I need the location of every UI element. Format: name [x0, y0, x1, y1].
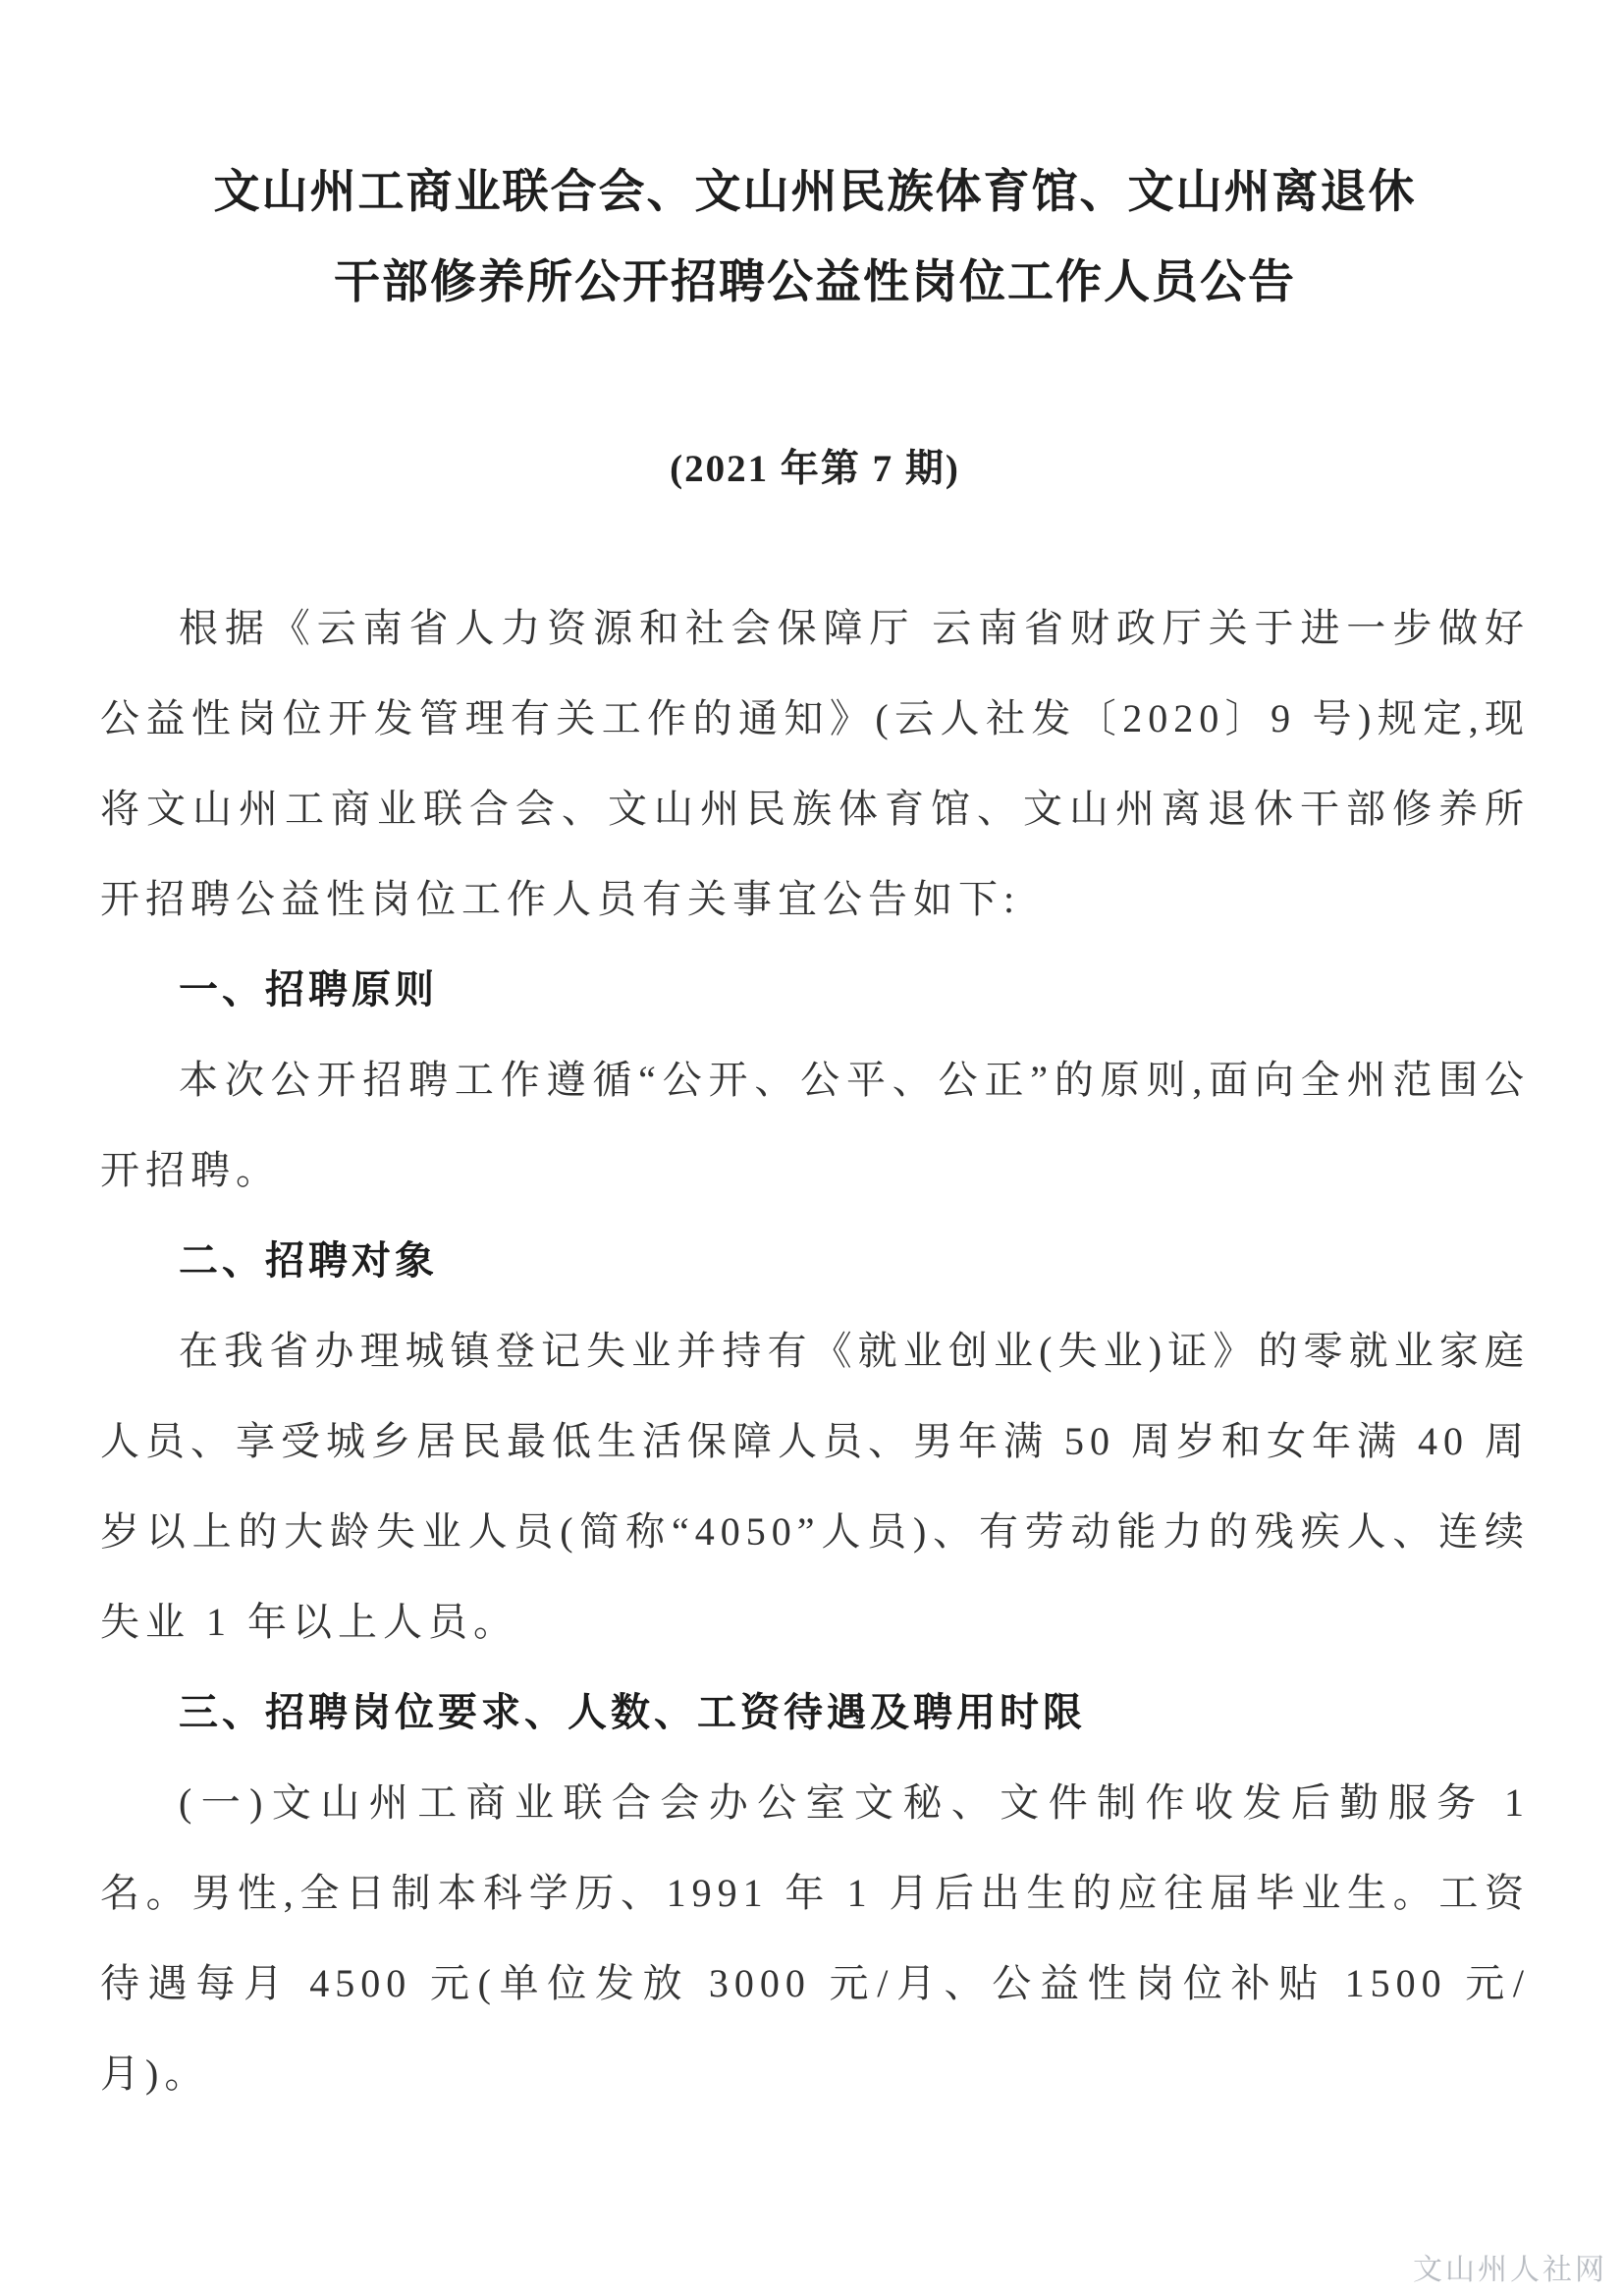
section-2-heading: 二、招聘对象 — [179, 1239, 438, 1283]
section-1-paragraph: 本次公开招聘工作遵循“公开、公平、公正”的原则,面向全州范围公开招聘。 — [100, 1058, 1530, 1192]
document-title — [100, 147, 1530, 328]
section-2-paragraph: 在我省办理城镇登记失业并持有《就业创业(失业)证》的零就业家庭人员、享受城乡居民最低生活保障人员、男年满 50 周岁和女年满 40 周岁以上的大龄失业人员(简称“4050”人员)、有劳动能力的残疾人、连续失业 1 年以上人员。 — [100, 1329, 1530, 1644]
section-3-heading: 三、招聘岗位要求、人数、工资待遇及聘用时限 — [179, 1691, 1086, 1734]
section-3-paragraph: (一)文山州工商业联合会办公室文秘、文件制作收发后勤服务 1 名。男性,全日制本科学历、1991 年 1 月后出生的应往届毕业生。工资待遇每月 4500 元(单位发放 3000 元/月、公益性岗位补贴 1500 元/月)。 — [100, 1780, 1530, 2096]
intro-paragraph: 根据《云南省人力资源和社会保障厅 云南省财政厅关于进一步做好公益性岗位开发管理有关工作的通知》(云人社发〔2020〕9 号)规定,现将文山州工商业联合会、文山州民族体育馆、文山州离退休干部修养所开招聘公益性岗位工作人员有关事宜公告如下: — [100, 606, 1530, 921]
issue-number: (2021 年第 7 期) — [670, 448, 960, 490]
document-body — [100, 583, 1530, 2119]
section-1-heading: 一、招聘原则 — [179, 968, 438, 1011]
title-line-1: 文山州工商业联合会、文山州民族体育馆、文山州离退休 — [213, 167, 1417, 218]
title-line-2: 干部修养所公开招聘公益性岗位工作人员公告 — [334, 257, 1296, 308]
site-watermark: 文山州人社网 — [1413, 2254, 1607, 2286]
